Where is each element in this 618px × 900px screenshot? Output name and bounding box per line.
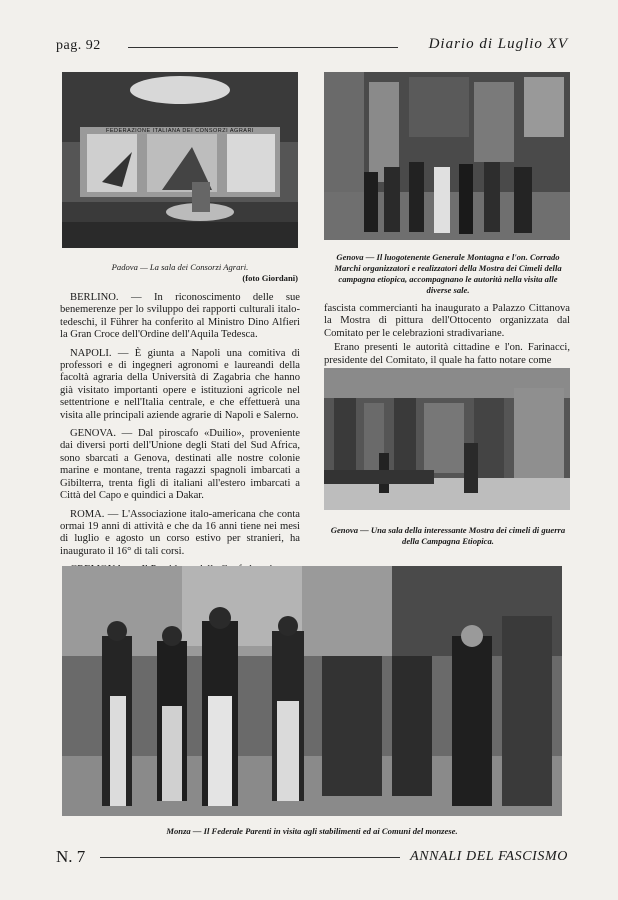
photo-genova-exhibition-hall [324, 368, 570, 510]
photo-genova-authorities [324, 72, 570, 240]
caption-genova-authorities: Genova — Il luogotenente Generale Montagna e l'on. Corrado Marchi organizzatori e realizzatori della Mostra dei Cimeli della campagna etiopica, accompagnano le autorità nella visita alle diverse sale. [334, 252, 562, 295]
news-roma: ROMA. — L'Associazione italo-americana che conta ormai 19 anni di attività e che da 16 anni tiene nei mesi di luglio e agosto un corso estivo per stranieri, ha inaugurato il 16° di tali corsi. [60, 508, 300, 557]
caption-monza: Monza — Il Federale Parenti in visita agli stabilimenti ed ai Comuni del monzese. [166, 826, 458, 836]
page-number: pag. 92 [56, 38, 101, 53]
caption-padova [62, 262, 298, 284]
caption-padova-text: Padova — La sala dei Consorzi Agrari. [111, 262, 249, 272]
news-genova: GENOVA. — Dal piroscafo «Duilio», proveniente dai diversi porti dell'Unione degli Stati del Sud Africa, sono sbarcati a Genova, destinati alle nostre colonie marine e montane, trenta ragazzi spagnoli imbarcati a Gibilterra, trenta figli di italiani all'estero imbarcati a Città del Capo e quindici a Dakar. [60, 428, 300, 502]
left-column [60, 292, 300, 583]
header-rule [128, 47, 398, 48]
news-cremona-continued: fascista commercianti ha inaugurato a Palazzo Cittanova la Mostra di pittura dell'Ottocento organizzata dal Comitato per le celebrazioni stradivariane. [324, 303, 570, 339]
news-berlino: BERLINO. — In riconoscimento delle sue benemerenze per lo sviluppo dei rapporti culturali italo-tedeschi, il Führer ha conferito al Ministro Dino Alfieri la Gran Croce dell'Ordine dell'Aquila Tedesca. [60, 292, 300, 341]
issue-number: N. 7 [56, 847, 86, 866]
page-header-title: Diario di Luglio XV [428, 36, 568, 52]
news-napoli: NAPOLI. — È giunta a Napoli una comitiva di professori e di ingegneri agronomi e laureandi della facoltà agraria della Università di Zagabria che hanno già visitato importanti opere e istituzioni agricole nel settentrione e nell'Italia centrale, e che effettuerà una visita alle principali aziende agrarie di Napoli e Salerno. [60, 347, 300, 421]
exhibit-banner-text: FEDERAZIONE ITALIANA DEI CONSORZI AGRARI [106, 128, 254, 134]
caption-genova-exhibition-hall: Genova — Una sala della interessante Mostra dei cimeli di guerra della Campagna Etiopica. [330, 525, 566, 546]
photo-monza [62, 566, 562, 816]
photo-credit: (foto Giordani) [242, 273, 298, 283]
right-column [324, 303, 570, 373]
photo-padova [62, 72, 298, 248]
footer-rule [100, 857, 400, 858]
publication-title: ANNALI DEL FASCISMO [410, 849, 568, 864]
news-farinacci: Erano presenti le autorità cittadine e l'on. Farinacci, presidente del Comitato, il quale ha fatto notare come [324, 342, 570, 366]
